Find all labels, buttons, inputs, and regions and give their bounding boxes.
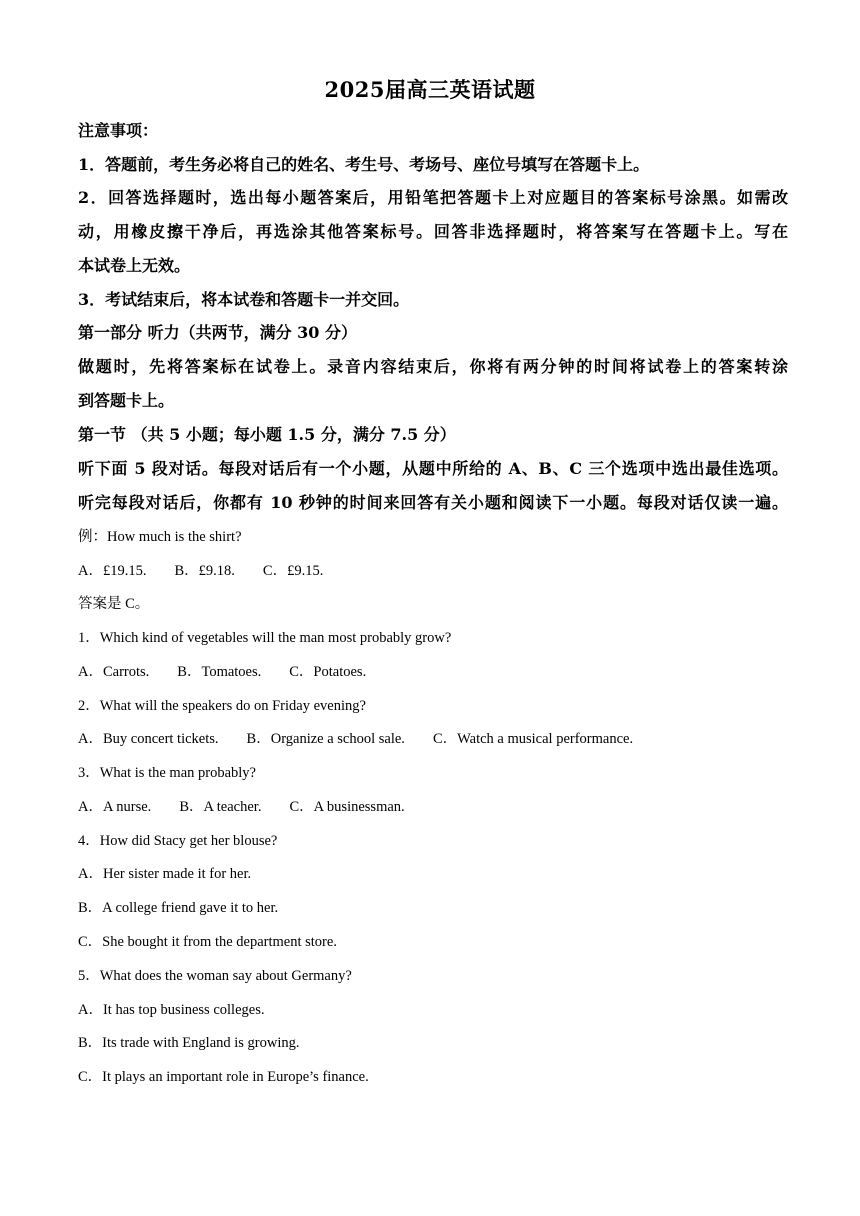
question-1-option-c: C．Potatoes. bbox=[289, 664, 367, 680]
part1-instruction-line-2: 到答题卡上。 bbox=[78, 391, 175, 410]
notice-item-2-line-3: 本试卷上无效。 bbox=[78, 256, 191, 275]
example-question: 例：How much is the shirt? bbox=[78, 529, 242, 545]
part1-instruction-line-1: 做题时，先将答案标在试卷上。录音内容结束后，你将有两分钟的时间将试卷上的答案转涂 bbox=[78, 357, 788, 376]
question-2: 2．What will the speakers do on Friday evening? bbox=[78, 698, 366, 714]
example-options bbox=[78, 559, 351, 580]
section1-instruction-line-1: 听下面 5 段对话。每段对话后有一个小题，从题中所给的 A、B、C 三个选项中选出最佳选项。 bbox=[78, 459, 788, 478]
section1-heading: 第一节 （共 5 小题；每小题 1.5 分，满分 7.5 分） bbox=[78, 425, 456, 444]
question-2-options bbox=[78, 727, 661, 748]
notice-item-2-line-2: 动，用橡皮擦干净后，再选涂其他答案标号。回答非选择题时，将答案写在答题卡上。写在 bbox=[78, 222, 788, 241]
notice-item-3: 3．考试结束后，将本试卷和答题卡一并交回。 bbox=[78, 290, 410, 309]
notice-heading: 注意事项： bbox=[78, 121, 159, 140]
question-4-option-a: A．Her sister made it for her. bbox=[78, 866, 252, 882]
question-5: 5．What does the woman say about Germany? bbox=[78, 968, 352, 984]
question-3-options bbox=[78, 795, 433, 816]
example-option-b: B．£9.18. bbox=[174, 563, 235, 579]
question-5-option-a: A．It has top business colleges. bbox=[78, 1002, 265, 1018]
question-2-option-c: C．Watch a musical performance. bbox=[432, 731, 634, 747]
question-1-option-a: A．Carrots. bbox=[78, 664, 150, 680]
question-1-options bbox=[78, 660, 394, 681]
question-3-option-a: A．A nurse. bbox=[78, 799, 152, 815]
example-option-c: C．£9.15. bbox=[262, 563, 324, 579]
notice-item-1: 1．答题前，考生务必将自己的姓名、考生号、考场号、座位号填写在答题卡上。 bbox=[78, 155, 650, 174]
question-3-option-c: C．A businessman. bbox=[289, 799, 405, 815]
section1-instruction-line-2: 听完每段对话后，你都有 10 秒钟的时间来回答有关小题和阅读下一小题。每段对话仅读一遍。 bbox=[78, 493, 788, 512]
question-3-option-b: B．A teacher. bbox=[179, 799, 262, 815]
question-5-option-c: C．It plays an important role in Europe’s finance. bbox=[78, 1069, 369, 1085]
example-answer: 答案是 C。 bbox=[78, 596, 150, 612]
question-4-option-c: C．She bought it from the department store. bbox=[78, 934, 337, 950]
question-2-option-b: B．Organize a school sale. bbox=[246, 731, 405, 747]
question-5-option-b: B．Its trade with England is growing. bbox=[78, 1035, 300, 1051]
question-4: 4．How did Stacy get her blouse? bbox=[78, 833, 278, 849]
question-1-option-b: B．Tomatoes. bbox=[177, 664, 262, 680]
question-2-option-a: A．Buy concert tickets. bbox=[78, 731, 219, 747]
question-1: 1．Which kind of vegetables will the man most probably grow? bbox=[78, 630, 452, 646]
question-3: 3．What is the man probably? bbox=[78, 765, 256, 781]
question-4-option-b: B．A college friend gave it to her. bbox=[78, 900, 279, 916]
notice-item-2-line-1: 2．回答选择题时，选出每小题答案后，用铅笔把答题卡上对应题目的答案标号涂黑。如需改 bbox=[78, 188, 788, 207]
part1-heading: 第一部分 听力（共两节，满分 30 分） bbox=[78, 323, 357, 342]
exam-title: 2025届高三英语试题 bbox=[324, 77, 536, 102]
example-option-a: A．£19.15. bbox=[78, 563, 147, 579]
